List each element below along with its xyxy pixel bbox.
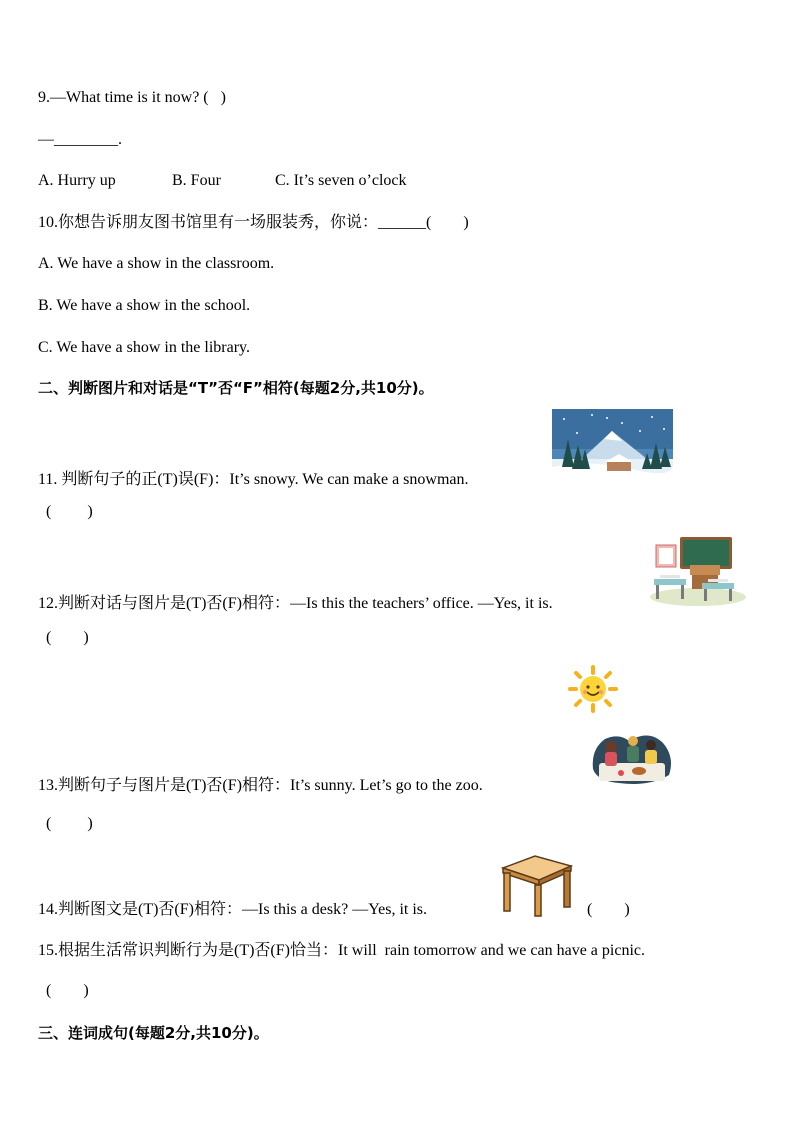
q13-text: 13.判断句子与图片是(T)否(F)相符：It’s sunny. Let’s go to the zoo. [38,777,483,794]
q14-text: 14.判断图文是(T)否(F)相符：—Is this a desk? —Yes, it is. [38,901,428,918]
q10-stem: 10.你想告诉朋友图书馆里有一场服装秀，你说：______( ) [38,214,469,231]
q9-option-b: B. Four [172,172,221,189]
picnic-image [589,729,675,787]
q13-answer-blank[interactable]: ( ) [46,815,93,832]
table-image [497,852,575,918]
q12-answer-blank[interactable]: ( ) [46,629,89,646]
classroom-image [648,535,748,607]
q15-text: 15.根据生活常识判断行为是(T)否(F)恰当：It will rain tomorrow and we can have a picnic. [38,942,645,959]
q12-text: 12.判断对话与图片是(T)否(F)相符：—Is this the teachers’ office. —Yes, it is. [38,595,553,612]
section2-heading: 二、判断图片和对话是“T”否“F”相符(每题2分,共10分)。 [38,379,434,397]
q9-stem: 9.—What time is it now? ( ) [38,89,226,106]
q14-answer-blank[interactable]: ( ) [587,901,630,918]
sun-image [566,665,620,713]
q11-text: 11. 判断句子的正(T)误(F)：It’s snowy. We can make a snowman. [38,471,469,488]
q9-answer-line: —________. [38,131,122,148]
q11-answer-blank[interactable]: ( ) [46,503,93,520]
q15-answer-blank[interactable]: ( ) [46,982,89,999]
q10-option-c: C. We have a show in the library. [38,339,250,356]
q10-option-b: B. We have a show in the school. [38,297,251,314]
snowy-landscape-image [552,409,673,485]
section3-heading: 三、连词成句(每题2分,共10分)。 [38,1024,269,1042]
q9-option-c: C. It’s seven o’clock [275,172,407,189]
q9-option-a: A. Hurry up [38,172,116,189]
q10-option-a: A. We have a show in the classroom. [38,255,275,272]
